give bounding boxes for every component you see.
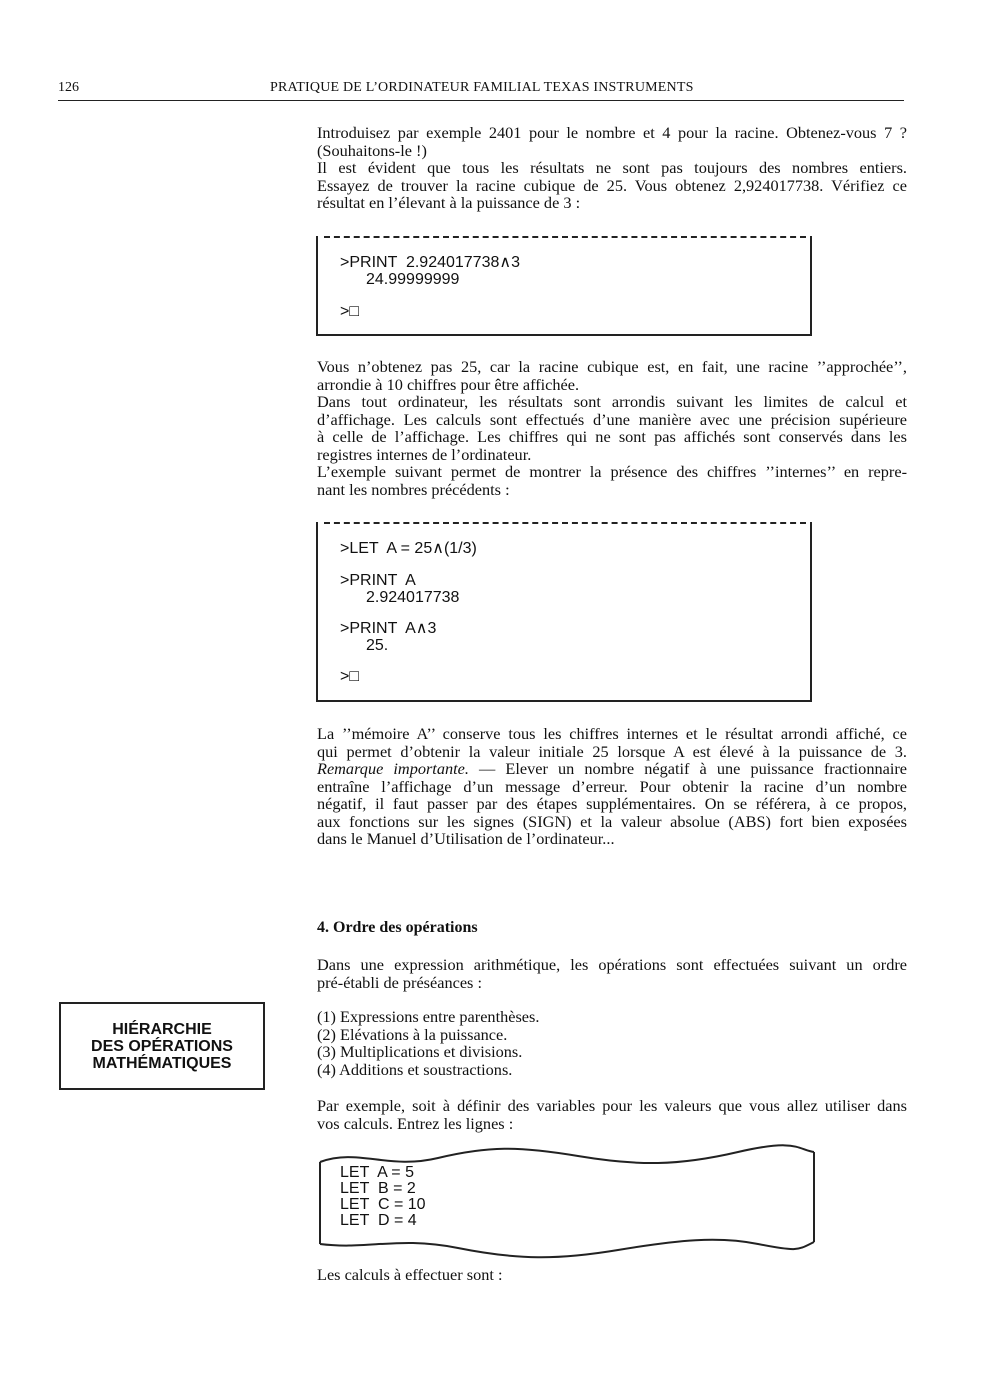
text-line: registres internes de l’ordinateur. bbox=[317, 444, 532, 464]
text-line: à celle de l’affichage. Les chiffres qui ne sont pas affichés sont conservés dans les bbox=[317, 427, 907, 446]
dashed-border bbox=[324, 522, 806, 524]
text-line: Dans tout ordinateur, les résultats sont arrondis suivant les limites de calcul et bbox=[317, 392, 907, 411]
code-line: >PRINT 2.924017738∧3 bbox=[340, 254, 520, 271]
code-box-let bbox=[316, 522, 812, 702]
code-line: LET C = 10 bbox=[340, 1196, 426, 1213]
text-line: vos calculs. Entrez les lignes : bbox=[317, 1113, 514, 1133]
code-line: >LET A = 25∧(1/3) bbox=[340, 540, 477, 557]
text-line: L’exemple suivant permet de montrer la présence des chiffres ’’internes’’ en repre- bbox=[317, 462, 907, 481]
precedence-list bbox=[317, 1008, 539, 1078]
sidebar-line: DES OPÉRATIONS bbox=[91, 1038, 233, 1055]
code-line: LET D = 4 bbox=[340, 1212, 417, 1229]
text-line: d’affichage. Les calculs sont effectués d’une manière avec une précision supérieure bbox=[317, 409, 907, 429]
section-intro bbox=[317, 956, 907, 991]
text-line: qui permet d’obtenir la valeur initiale 25 lorsque A est élevé à la puissance de 3. bbox=[317, 741, 907, 761]
code-box-print bbox=[316, 236, 812, 336]
list-item: (3) Multiplications et divisions. bbox=[317, 1042, 523, 1061]
intro-paragraph bbox=[317, 124, 907, 212]
text-line: nant les nombres précédents : bbox=[317, 479, 510, 499]
text-line: négatif, il faut passer par des étapes supplémentaires. On se référera, à ce propos, bbox=[317, 794, 907, 813]
remark-text: — Elever un nombre négatif à une puissance fractionnaire bbox=[468, 759, 908, 778]
list-item: (2) Elévations à la puissance. bbox=[317, 1024, 508, 1044]
code-output: 25. bbox=[366, 637, 389, 654]
list-item: (4) Additions et soustractions. bbox=[317, 1059, 513, 1079]
cursor-prompt: >□ bbox=[340, 303, 360, 320]
cursor-prompt: >□ bbox=[340, 668, 360, 685]
sidebar-callout bbox=[59, 1002, 265, 1090]
text-line: Il est évident que tous les résultats ne sont pas toujours des nombres entiers. bbox=[317, 158, 907, 177]
text-line: pré-établi de préséances : bbox=[317, 972, 482, 992]
list-item: (1) Expressions entre parenthèses. bbox=[317, 1007, 540, 1026]
text-line: aux fonctions sur les signes (SIGN) et la valeur absolue (ABS) fort bien exposées bbox=[317, 811, 907, 831]
text-line: arrondie à 10 chiffres pour être affichée. bbox=[317, 374, 580, 394]
text-line: dans le Manuel d’Utilisation de l’ordinateur... bbox=[317, 829, 615, 848]
sidebar-line: MATHÉMATIQUES bbox=[92, 1055, 232, 1072]
text-line: entraîne l’affichage d’un message d’erreur. Pour obtenir la racine d’un nombre bbox=[317, 776, 907, 796]
code-output: 2.924017738 bbox=[366, 589, 460, 606]
example-paragraph bbox=[317, 1097, 907, 1132]
code-box-variables bbox=[318, 1140, 818, 1260]
text-line: Par exemple, soit à définir des variables pour les valeurs que vous allez utiliser dans bbox=[317, 1096, 907, 1115]
code-output: 24.99999999 bbox=[366, 271, 460, 288]
text-line: Introduisez par exemple 2401 pour le nombre et 4 pour la racine. Obtenez-vous 7 ? bbox=[317, 123, 907, 142]
text-line bbox=[317, 760, 907, 778]
code-line: >PRINT A∧3 bbox=[340, 620, 437, 637]
rounding-paragraph bbox=[317, 358, 907, 498]
text-line: Dans une expression arithmétique, les opérations sont effectuées suivant un ordre bbox=[317, 955, 907, 974]
page-number: 126 bbox=[58, 80, 79, 95]
text-line: résultat en l’élevant à la puissance de 3 : bbox=[317, 193, 581, 212]
remark-label: Remarque importante. bbox=[317, 759, 469, 778]
page-header bbox=[58, 78, 904, 101]
outro-line: Les calculs à effectuer sont : bbox=[317, 1265, 503, 1284]
code-line: LET A = 5 bbox=[340, 1164, 414, 1181]
text-line: (Souhaitons-le !) bbox=[317, 140, 427, 160]
code-line: >PRINT A bbox=[340, 572, 416, 589]
section-heading: 4. Ordre des opérations bbox=[317, 919, 478, 936]
running-title: PRATIQUE DE L’ORDINATEUR FAMILIAL TEXAS INSTRUMENTS bbox=[270, 80, 694, 95]
dashed-border bbox=[324, 236, 806, 238]
code-line: LET B = 2 bbox=[340, 1180, 416, 1197]
memory-paragraph bbox=[317, 725, 907, 848]
sidebar-line: HIÉRARCHIE bbox=[112, 1021, 212, 1038]
text-line: Essayez de trouver la racine cubique de 25. Vous obtenez 2,924017738. Vérifiez ce bbox=[317, 175, 907, 195]
text-line: Vous n’obtenez pas 25, car la racine cubique est, en fait, une racine ’’approchée’’, bbox=[317, 357, 907, 376]
text-line: La ’’mémoire A’’ conserve tous les chiffres internes et le résultat arrondi affiché, ce bbox=[317, 724, 907, 743]
